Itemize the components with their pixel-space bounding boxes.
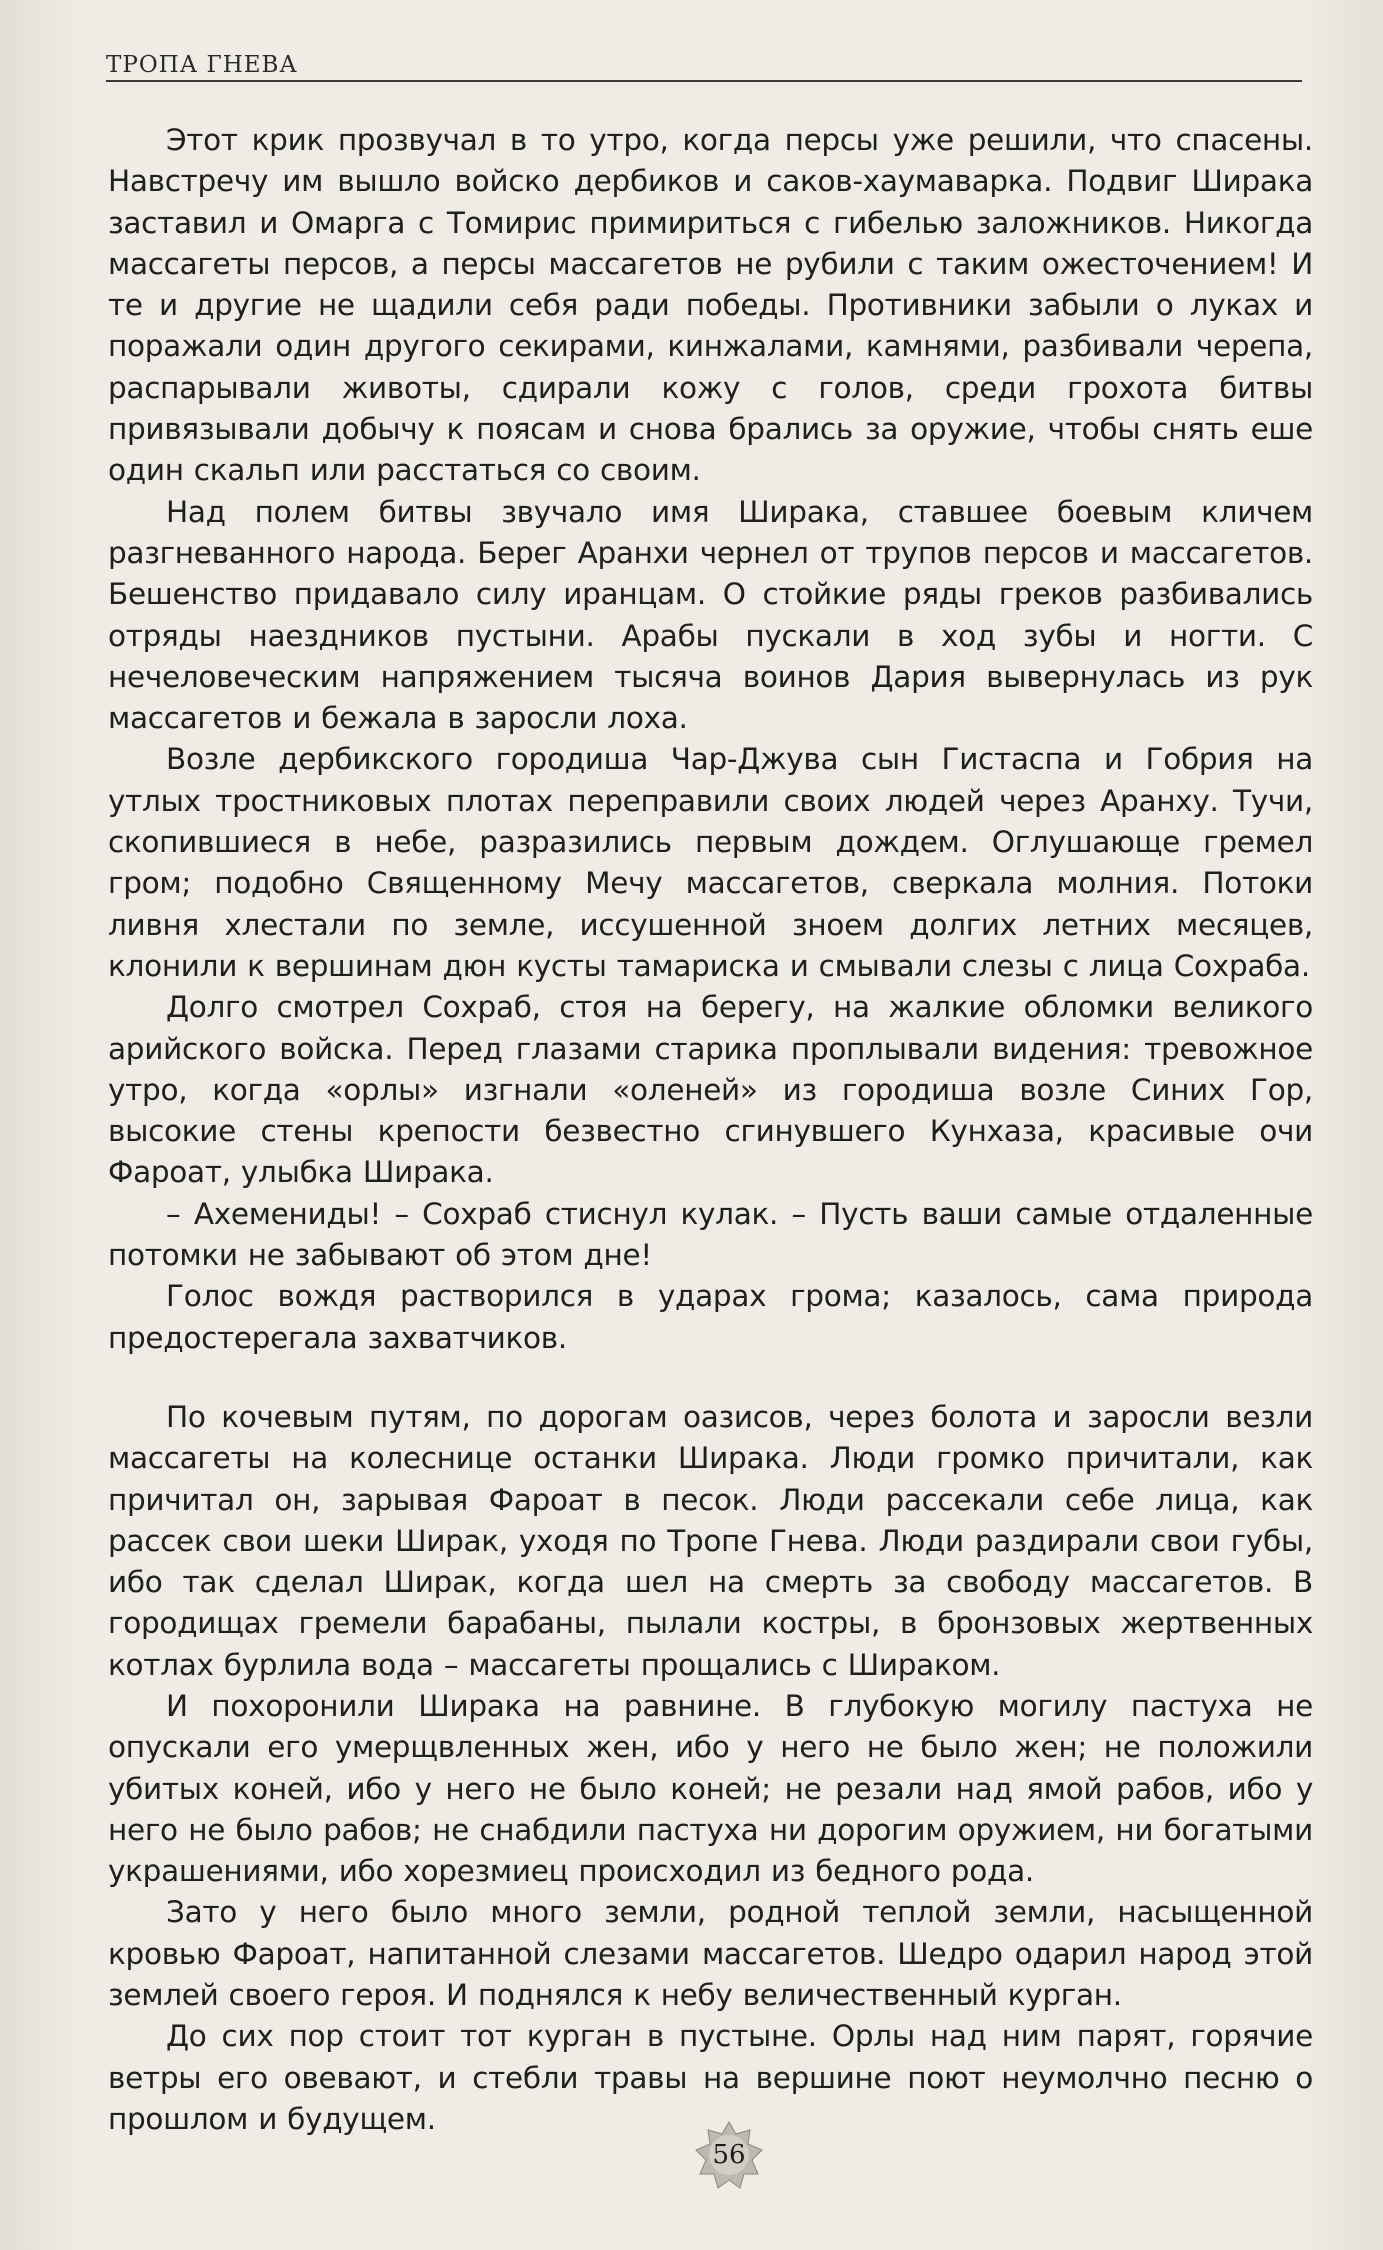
page-number: 56 (712, 2140, 746, 2170)
paragraph-1: Этот крик прозвучал в то утро, когда персы уже решили, что спасены. Навстречу им вышло войско дербиков и саков-хаумаварка. Подвиг Ширака заставил и Омарга с Томирис примириться с гибелью заложников. Никогда массагеты персов, а персы массагетов не рубили с таким ожесточением! И те и другие не щадили себя ради победы. Противники забыли о луках и поражали один другого секирами, кинжалами, камнями, разбивали черепа, распарывали животы, сдирали кожу с голов, среди грохота битвы привязывали добычу к поясам и снова брались за оружие, чтобы снять еше один скальп или расстаться со своим. (108, 123, 1313, 488)
paragraph-6: Голос вождя растворился в ударах грома; казалось, сама природа предостерегала захватчиков. (108, 1279, 1313, 1355)
paragraph-5: – Ахемениды! – Сохраб стиснул кулак. – Пусть ваши самые отдаленные потомки не забывают об этом дне! (108, 1196, 1313, 1273)
body-text (108, 120, 1313, 2140)
paragraph-9: Зато у него было много земли, родной теплой земли, насыщенной кровью Фароат, напитанной слезами массагетов. Шедро одарил народ этой землей своего героя. И поднялся к небу величественный курган. (108, 1895, 1313, 2013)
paragraph-3: Возле дербикского городиша Чар-Джува сын Гистаспа и Гобрия на утлых тростниковых плотах переправили своих людей через Аранху. Тучи, скопившиеся в небе, разразились первым дождем. Оглушающе гремел гром; подобно Священному Мечу массагетов, сверкала молния. Потоки ливня хлестали по земле, иссушенной зноем долгих летних месяцев, клонили к вершинам дюн кусты тамариска и смывали слезы с лица Сохраба. (108, 742, 1313, 983)
paragraph-8: И похоронили Ширака на равнине. В глубокую могилу пастуха не опускали его умерщвленных жен, ибо у него не было жен; не положили убитых коней, ибо у него не было коней; не резали над ямой рабов, ибо у него не было рабов; не снабдили пастуха ни дорогим оружием, ни богатыми украшениями, ибо хорезмиец происходил из бедного рода. (108, 1688, 1313, 1889)
header-rule (106, 80, 1302, 82)
paragraph-2: Над полем битвы звучало имя Ширака, ставшее боевым кличем разгневанного народа. Берег Аранхи чернел от трупов персов и массагетов. Бешенство придавало силу иранцам. О стойкие ряды греков разбивались отряды наездников пустыни. Арабы пускали в ход зубы и ногти. С нечеловеческим напряжением тысяча воинов Дария вывернулась из рук массагетов и бежала в заросли лоха. (108, 494, 1313, 736)
paragraph-4: Долго смотрел Сохраб, стоя на берегу, на жалкие обломки великого арийского войска. Перед глазами старика проплывали видения: тревожное утро, когда «орлы» изгнали «оленей» из городиша возле Синих Гор, высокие стены крепости безвестно сгинувшего Кунхаза, красивые очи Фароат, улыбка Ширака. (108, 990, 1313, 1190)
running-title: ТРОПА ГНЕВА (106, 52, 298, 78)
paragraph-10: До сих пор стоит тот курган в пустыне. Орлы над ним парят, горячие ветры его овевают, и стебли травы на вершине поют неумолчно песню о прошлом и будущем. (108, 2019, 1313, 2136)
page-number-badge (694, 2120, 764, 2190)
paragraph-7: По кочевым путям, по дорогам оазисов, через болота и заросли везли массагеты на колеснице останки Ширака. Люди громко причитали, как причитал он, зарывая Фароат в песок. Люди рассекали себе лица, как рассек свои шеки Ширак, уходя по Тропе Гнева. Люди раздирали свои губы, ибо так сделал Ширак, когда шел на смерть за свободу массагетов. В городищах гремели барабаны, пылали костры, в бронзовых жертвенных котлах бурлила вода – массагеты прощались с Шираком. (108, 1399, 1313, 1682)
